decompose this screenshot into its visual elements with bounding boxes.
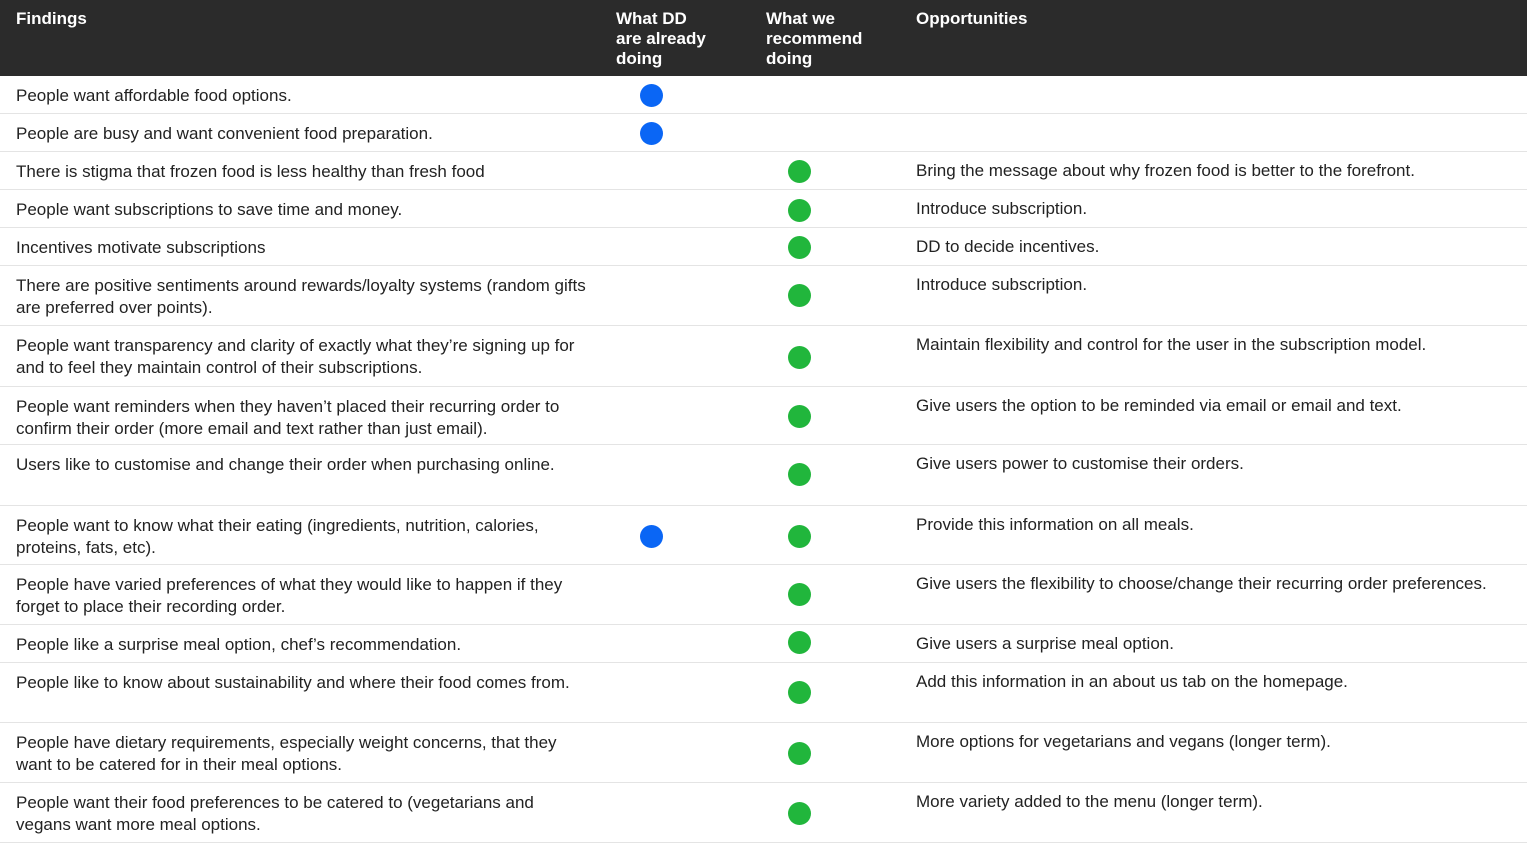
table-row [0,114,1527,152]
table-header [0,0,1527,76]
opportunity-text: More variety added to the menu (longer term). [916,792,1263,811]
finding-text: There is stigma that frozen food is less healthy than fresh food [16,162,485,181]
opportunity-text: Introduce subscription. [916,199,1088,218]
table-row [0,445,1527,506]
finding-text: People want transparency and clarity of exactly what they’re signing up for and to feel they maintain control of their subscriptions. [16,336,575,377]
finding-text: People want affordable food options. [16,86,292,105]
recommend-marker [788,681,811,704]
finding-text: People want their food preferences to be catered to (vegetarians and vegans want more meal options. [16,793,534,834]
already-doing-marker [640,84,663,107]
finding-text: People have dietary requirements, especially weight concerns, that they want to be catered for in their meal options. [16,733,557,774]
recommend-marker [788,583,811,606]
recommend-marker [788,236,811,259]
header-recommend: What we recommend doing [766,9,863,68]
already-doing-marker [640,525,663,548]
opportunity-text: Provide this information on all meals. [916,515,1194,534]
table-row [0,506,1527,565]
table-row [0,663,1527,723]
table-row [0,625,1527,663]
table-row [0,387,1527,445]
table-row [0,326,1527,387]
table-row [0,76,1527,114]
recommend-marker [788,346,811,369]
header-opportunities: Opportunities [916,9,1028,28]
header-already-doing: What DD are already doing [616,9,706,68]
recommend-marker [788,742,811,765]
finding-text: There are positive sentiments around rewards/loyalty systems (random gifts are preferred over points). [16,276,586,317]
table-body [0,76,1527,843]
opportunity-text: Give users the flexibility to choose/change their recurring order preferences. [916,574,1487,593]
opportunity-text: Bring the message about why frozen food is better to the forefront. [916,161,1415,180]
table-row [0,152,1527,190]
finding-text: People have varied preferences of what they would like to happen if they forget to place their recording order. [16,575,563,616]
finding-text: People are busy and want convenient food preparation. [16,124,433,143]
recommend-marker [788,284,811,307]
finding-text: People want to know what their eating (ingredients, nutrition, calories, proteins, fats, etc). [16,516,539,557]
table-row [0,565,1527,625]
opportunity-text: Add this information in an about us tab on the homepage. [916,672,1348,691]
recommend-marker [788,160,811,183]
recommend-marker [788,525,811,548]
finding-text: Incentives motivate subscriptions [16,238,266,257]
opportunity-text: DD to decide incentives. [916,237,1100,256]
already-doing-marker [640,122,663,145]
recommend-marker [788,802,811,825]
opportunity-text: Give users a surprise meal option. [916,634,1174,653]
finding-text: People like a surprise meal option, chef’s recommendation. [16,635,462,654]
opportunity-text: Introduce subscription. [916,275,1088,294]
finding-text: People like to know about sustainability and where their food comes from. [16,673,570,692]
opportunity-text: More options for vegetarians and vegans (longer term). [916,732,1331,751]
table-row [0,266,1527,326]
opportunity-text: Give users the option to be reminded via email or email and text. [916,396,1402,415]
finding-text: People want subscriptions to save time and money. [16,200,403,219]
recommend-marker [788,631,811,654]
table-row [0,228,1527,266]
recommend-marker [788,199,811,222]
table-row [0,783,1527,843]
finding-text: Users like to customise and change their order when purchasing online. [16,455,555,474]
table-row [0,723,1527,783]
opportunity-text: Give users power to customise their orders. [916,454,1244,473]
table-row [0,190,1527,228]
recommend-marker [788,463,811,486]
header-findings: Findings [16,9,87,28]
opportunity-text: Maintain flexibility and control for the user in the subscription model. [916,335,1427,354]
recommend-marker [788,405,811,428]
finding-text: People want reminders when they haven’t placed their recurring order to confirm their order (more email and text rather than just email). [16,397,560,438]
